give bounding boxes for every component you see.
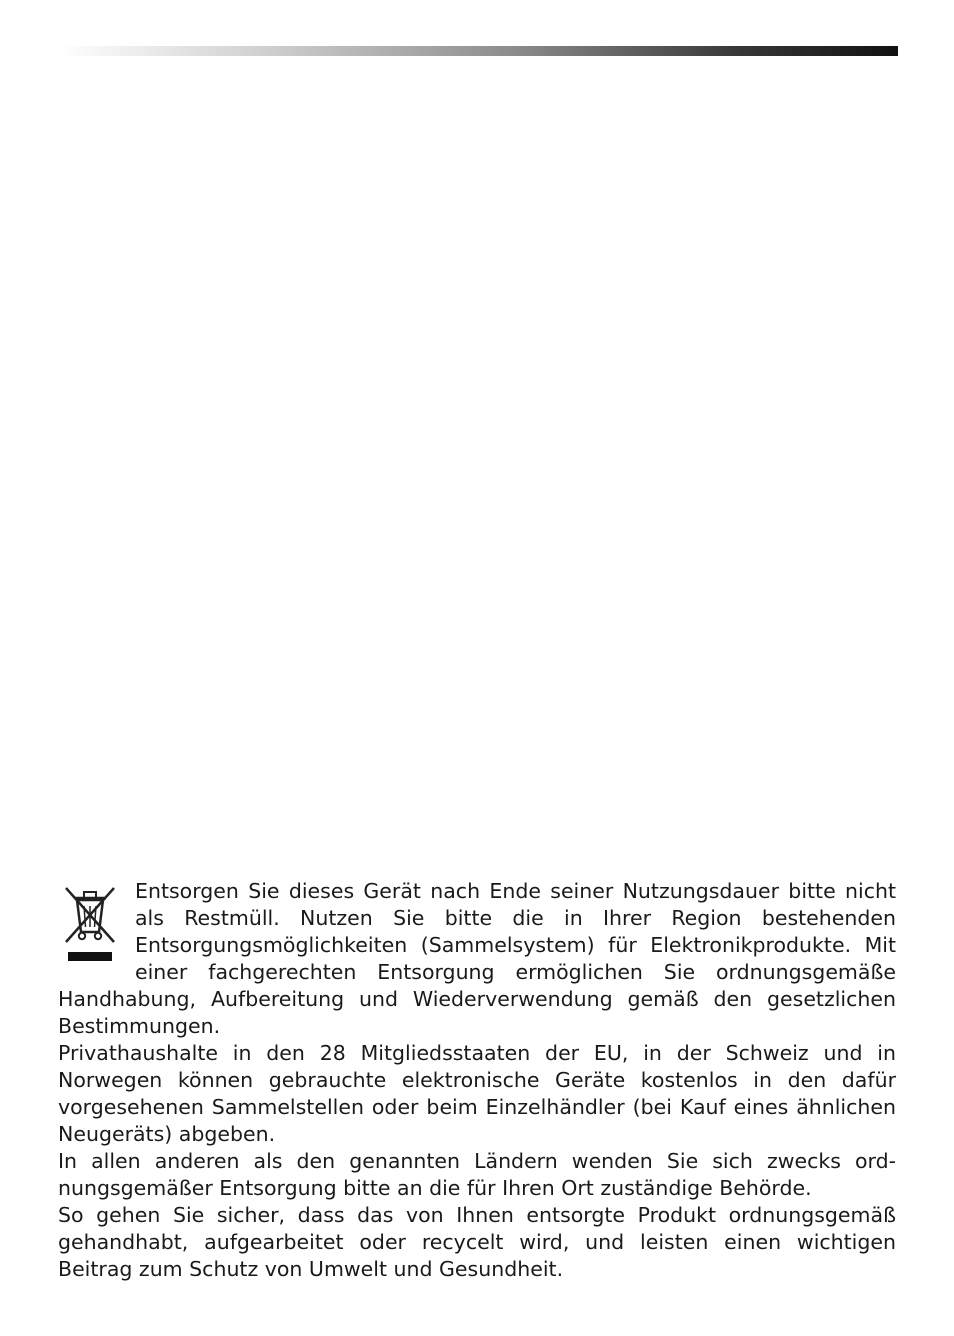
disposal-paragraph-2: Privathaushalte in den 28 Mitgliedsstaaten der EU, in der Schweiz und in Norwegen können gebrauchte elektronische Geräte kostenlos in den dafür vorgesehenen Sammelstellen oder beim Einzelhändler (bei Kauf eines ähnlichen Neugeräts) abgeben. [58, 1041, 896, 1146]
disposal-notice [58, 878, 896, 1283]
header-gradient-bar [58, 46, 898, 56]
crossed-out-wheelie-bin-icon [60, 882, 120, 966]
disposal-paragraph-1: Entsorgen Sie dieses Gerät nach Ende seiner Nutzungsdauer bitte nicht als Restmüll. Nutzen Sie bitte die in Ihrer Region bestehenden Entsorgungsmöglichkeiten (Sammelsystem) für Elektronikprodukte. Mit einer fachgerechten Entsorgung ermöglichen Sie ordnungsgemäße Handhabung, Aufbereitung und Wiederverwendung gemäß den gesetzlichen Bestimmungen. [58, 879, 896, 1038]
disposal-paragraph-3: In allen anderen als den genannten Ländern wenden Sie sich zwecks ordnungsgemäßer Entsorgung bitte an die für Ihren Ort zuständige Behörde. [58, 1149, 896, 1200]
disposal-paragraph-4: So gehen Sie sicher, dass das von Ihnen entsorgte Produkt ordnungsgemäß gehandhabt, aufgearbeitet oder recycelt wird, und leisten einen wichtigen Beitrag zum Schutz von Umwelt und Gesundheit. [58, 1203, 896, 1281]
